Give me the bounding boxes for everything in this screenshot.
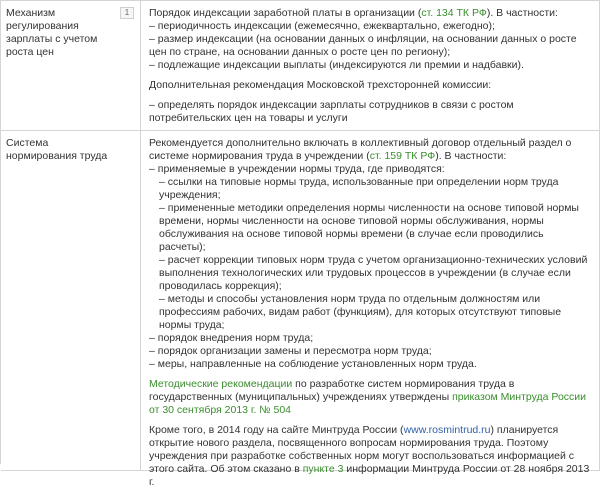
point-link[interactable]: пункте 3: [302, 463, 344, 475]
list-subitem: – расчет коррекции типовых норм труда с учетом организационно-технических условий выполнения технологических или трудовых процессов в учреждении (в случае если проводилась коррекция);: [159, 254, 588, 292]
row-label-cell: [1, 131, 141, 470]
law-link[interactable]: ст. 134 ТК РФ: [421, 7, 487, 19]
row-content-cell: [141, 1, 600, 130]
list-subitem: – ссылки на типовые нормы труда, использованные при определении норм труда учреждения;: [159, 176, 559, 201]
text: ). В частности:: [435, 150, 507, 162]
list-item: – порядок организации замены и пересмотра норм труда;: [149, 345, 432, 357]
text: Кроме того, в 2014 году на сайте Минтруда России (: [149, 424, 404, 436]
text: по разработке систем нормирования труда в государственных (муниципальных) учреждениях утверждены: [149, 378, 515, 403]
paragraph: [149, 137, 593, 163]
table-row: [1, 1, 600, 131]
method-link[interactable]: Методические рекомендации: [149, 378, 293, 390]
order-link[interactable]: приказом Минтруда России от 30 сентября 2013 г. № 504: [149, 391, 587, 416]
row-label: Механизм регулирования зарплаты с учетом роста цен: [6, 7, 98, 58]
list-item: – подлежащие индексации выплаты (индексируются ли премии и надбавки).: [149, 59, 524, 71]
table-row: [1, 131, 600, 488]
text: ) планируется открытие нового раздела, посвященного вопросам нормирования труда. Поэтому учреждения при разработке собственных норм могут воспользоваться информацией с этого сайта. Об этом сказано в: [149, 424, 575, 475]
paragraph: Дополнительная рекомендация Московской трехсторонней комиссии:: [149, 79, 492, 91]
row-content-cell: [141, 131, 600, 488]
paragraph: – определять порядок индексации зарплаты сотрудников в связи с ростом потребительских цен на товары и услуги: [149, 99, 514, 124]
list-subitem: – примененные методики определения нормы численности на основе типовой нормы времени, нормы численности на основе типовой нормы обслуживания, нормы обслуживания на основе типовой нормы времени (в случае если проводились расчеты);: [159, 202, 579, 253]
list-item: – размер индексации (на основании данных о инфляции, на основании данных о росте цен по стране, на основании данных о росте цен по региону);: [149, 33, 577, 58]
paragraph: [149, 378, 593, 417]
list-item: – периодичность индексации (ежемесячно, ежеквартально, ежегодно);: [149, 20, 495, 32]
paragraph: [149, 7, 593, 20]
list-item: – порядок внедрения норм труда;: [149, 332, 314, 344]
list-subitem: – методы и способы установления норм труда по отдельным должностям или профессиям рабочих, видам работ (функциям), для которых отсутствуют типовые нормы труда;: [159, 293, 562, 331]
row-label-cell: [1, 1, 141, 130]
law-link[interactable]: ст. 159 ТК РФ: [369, 150, 436, 162]
note-badge[interactable]: 1: [120, 7, 134, 19]
list-item: – меры, направленные на соблюдение установленных норм труда.: [149, 358, 477, 370]
site-link[interactable]: www.rosmintrud.ru: [403, 424, 491, 436]
row-label: Система нормирования труда: [6, 137, 108, 162]
list-item: – применяемые в учреждении нормы труда, где приводятся:: [149, 163, 445, 175]
text: информации Минтруда России от 28 ноября 2013 г.: [149, 463, 590, 488]
text: Порядок индексации заработной платы в организации (: [149, 7, 422, 19]
paragraph: [149, 424, 593, 489]
text: ). В частности:: [486, 7, 558, 19]
text: Рекомендуется дополнительно включать в коллективный договор отдельный раздел о системе нормирования труда в учреждении (: [149, 137, 572, 162]
